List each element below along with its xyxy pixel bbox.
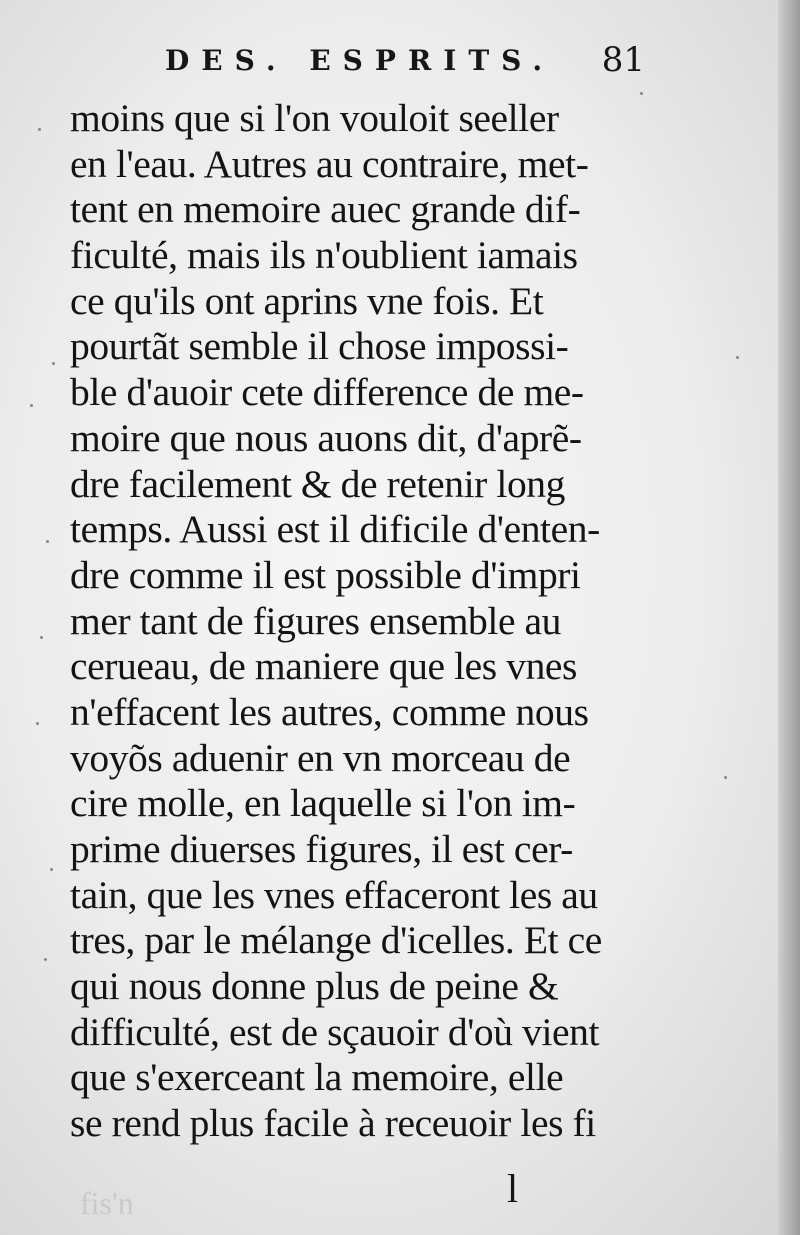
bleed-through-text: fis'n bbox=[80, 1185, 134, 1221]
text-line: prime diuerses figures, il est cer- bbox=[70, 827, 573, 871]
text-line: moins que si l'on vouloit seeller bbox=[70, 96, 559, 140]
body-text bbox=[70, 96, 630, 1147]
text-line: se rend plus facile à receuoir les fi bbox=[70, 1101, 596, 1146]
text-line: ble d'auoir cete difference de me- bbox=[70, 370, 584, 415]
text-line: ce qu'ils ont aprins vne fois. Et bbox=[70, 278, 544, 323]
page-spine-shadow bbox=[778, 0, 800, 1235]
text-line: mer tant de figures ensemble au bbox=[70, 598, 562, 643]
text-line: temps. Aussi est il dificile d'enten- bbox=[70, 507, 600, 552]
catchword: l bbox=[507, 1166, 519, 1211]
text-line: tres, par le mélange d'icelles. Et ce bbox=[70, 918, 602, 963]
text-line: n'effacent les autres, comme nous bbox=[70, 689, 589, 734]
text-line: cerueau, de maniere que les vnes bbox=[70, 644, 578, 689]
text-line: en l'eau. Autres au contraire, met- bbox=[70, 141, 589, 186]
text-line: qui nous donne plus de peine & bbox=[70, 964, 559, 1009]
text-line: dre facilement & de retenir long bbox=[70, 461, 565, 506]
text-line: voyõs aduenir en vn morceau de bbox=[70, 735, 571, 780]
page-header bbox=[165, 40, 645, 90]
page-number: 81 bbox=[601, 40, 645, 80]
text-line: dre comme il est possible d'impri bbox=[70, 552, 581, 597]
text-line: moire que nous auons dit, d'aprẽ- bbox=[70, 415, 582, 460]
text-line: tain, que les vnes effaceront les au bbox=[70, 872, 598, 917]
text-line: difficulté, est de sçauoir d'où vient bbox=[70, 1009, 600, 1054]
running-title: DES. ESPRITS. bbox=[165, 44, 555, 77]
text-line: tent en memoire auec grande dif- bbox=[70, 187, 581, 232]
text-line: ficulté, mais ils n'oublient iamais bbox=[70, 233, 578, 278]
text-line: que s'exerceant la memoire, elle bbox=[70, 1055, 564, 1100]
text-line: cire molle, en laquelle si l'on im- bbox=[70, 781, 576, 826]
text-line: pourtãt semble il chose impossi- bbox=[70, 324, 569, 369]
